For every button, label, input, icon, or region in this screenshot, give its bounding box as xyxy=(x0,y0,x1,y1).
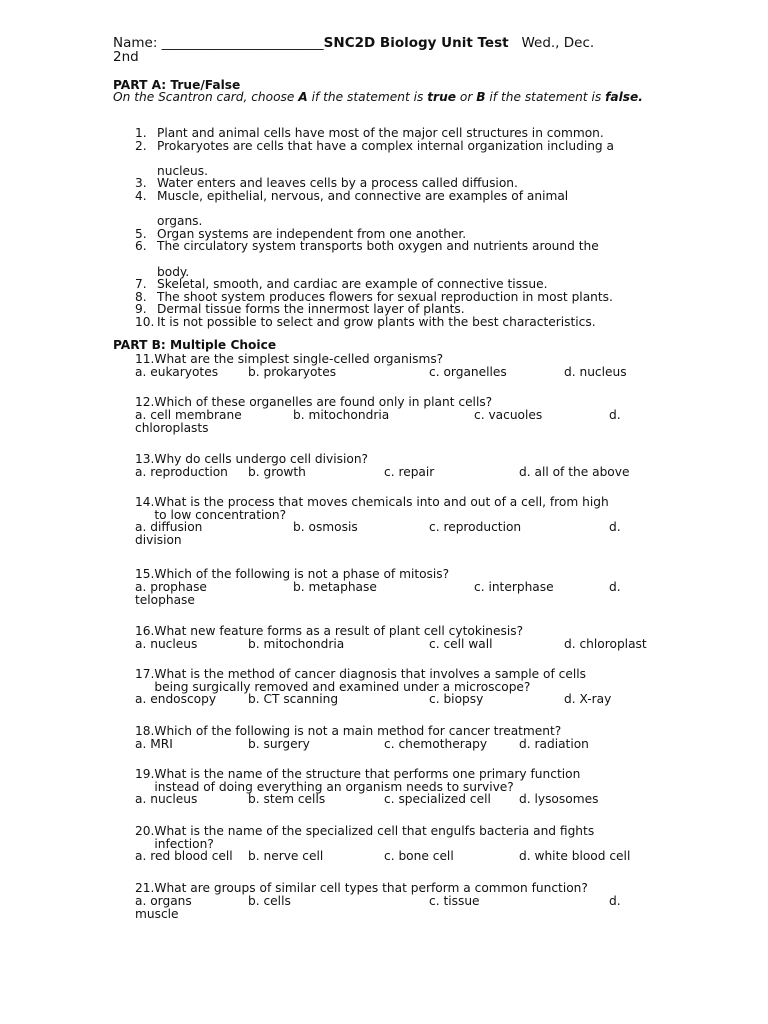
answer-options xyxy=(135,738,665,751)
question-text-cont: being surgically removed and examined under a microscope? xyxy=(154,679,531,694)
option-c: c. bone cell xyxy=(384,849,454,864)
question-text: 15. Which of the following is not a phase of mitosis? xyxy=(135,567,450,581)
option-a: a. nucleus xyxy=(135,636,198,651)
option-a: a. reproduction xyxy=(135,464,228,479)
option-d: d. lysosomes xyxy=(519,792,599,807)
option-c: c. tissue xyxy=(429,893,480,908)
answer-options xyxy=(135,520,665,548)
option-d-cont: telophase xyxy=(135,592,195,607)
question-text: 21. What are groups of similar cell types that perform a common function? xyxy=(135,881,588,895)
question-text: 12. Which of these organelles are found only in plant cells? xyxy=(135,395,493,409)
list-item: 1. Plant and animal cells have most of the major cell structures in common. xyxy=(135,126,604,140)
option-a: a. red blood cell xyxy=(135,849,233,864)
question-13 xyxy=(135,453,665,479)
option-d-cont: division xyxy=(135,533,182,548)
option-b: b. CT scanning xyxy=(248,692,339,707)
part-b-heading: PART B: Multiple Choice xyxy=(113,338,277,352)
list-item-cont: nucleus. xyxy=(157,163,208,178)
answer-options xyxy=(135,638,665,651)
option-c: c. repair xyxy=(384,464,435,479)
option-b: b. prokaryotes xyxy=(248,364,337,379)
question-20 xyxy=(135,825,665,863)
question-17 xyxy=(135,668,665,706)
question-12 xyxy=(135,395,665,435)
list-item: 6. The circulatory system transports both oxygen and nutrients around the xyxy=(135,239,599,254)
option-b: b. stem cells xyxy=(248,792,326,807)
question-19 xyxy=(135,768,665,806)
test-date-cont: 2nd xyxy=(113,49,139,65)
list-item: 5. Organ systems are independent from one another. xyxy=(135,226,467,241)
question-text-cont: infection? xyxy=(154,836,214,851)
option-a: a. cell membrane xyxy=(135,407,242,422)
option-c: c. vacuoles xyxy=(474,407,543,422)
answer-options xyxy=(135,466,665,479)
option-c: c. cell wall xyxy=(429,636,493,651)
answer-options xyxy=(135,793,665,806)
option-d: d. chloroplast xyxy=(564,636,647,651)
list-item-cont: body. xyxy=(157,264,190,279)
list-item: 2. Prokaryotes are cells that have a complex internal organization including a xyxy=(135,138,615,153)
option-d: d. xyxy=(609,579,621,594)
test-title: SNC2D Biology Unit Test xyxy=(323,35,509,51)
list-item: 8. The shoot system produces flowers for sexual reproduction in most plants. xyxy=(135,289,613,304)
question-text: 14. What is the process that moves chemicals into and out of a cell, from high xyxy=(135,495,609,509)
option-b: b. cells xyxy=(248,893,291,908)
answer-options xyxy=(135,579,665,607)
question-15 xyxy=(135,567,665,607)
option-c: c. biopsy xyxy=(429,692,484,707)
answer-options xyxy=(135,893,665,921)
list-item: 10. It is not possible to select and grow plants with the best characteristics. xyxy=(135,314,596,329)
list-item: 9. Dermal tissue forms the innermost layer of plants. xyxy=(135,302,465,317)
option-a: a. diffusion xyxy=(135,520,203,535)
option-a: a. prophase xyxy=(135,579,207,594)
option-d: d. nucleus xyxy=(564,364,627,379)
answer-options xyxy=(135,850,665,863)
question-text: 13. Why do cells undergo cell division? xyxy=(135,452,369,466)
question-11 xyxy=(135,353,665,379)
option-c: c. chemotherapy xyxy=(384,736,488,751)
question-text: 18. Which of the following is not a main method for cancer treatment? xyxy=(135,724,562,738)
option-d-cont: chloroplasts xyxy=(135,420,209,435)
list-item-cont: organs. xyxy=(157,214,203,229)
question-16 xyxy=(135,625,665,651)
option-d-cont: muscle xyxy=(135,906,179,921)
option-a: a. nucleus xyxy=(135,792,198,807)
list-item: 4. Muscle, epithelial, nervous, and connective are examples of animal xyxy=(135,188,569,203)
option-b: b. osmosis xyxy=(293,520,358,535)
option-a: a. MRI xyxy=(135,736,173,751)
question-text: 19. What is the name of the structure that performs one primary function xyxy=(135,767,581,781)
option-d: d. white blood cell xyxy=(519,849,631,864)
option-d: d. xyxy=(609,407,621,422)
question-text-cont: to low concentration? xyxy=(154,507,287,522)
part-a-heading: PART A: True/False xyxy=(113,78,241,92)
question-18 xyxy=(135,725,665,751)
option-a: a. organs xyxy=(135,893,192,908)
question-text-cont: instead of doing everything an organism needs to survive? xyxy=(154,779,514,794)
option-d: d. radiation xyxy=(519,736,589,751)
question-text: 11. What are the simplest single-celled organisms? xyxy=(135,352,444,366)
test-date: Wed., Dec. xyxy=(521,35,595,51)
list-item: 7. Skeletal, smooth, and cardiac are example of connective tissue. xyxy=(135,277,548,292)
option-d: d. xyxy=(609,893,621,908)
option-b: b. surgery xyxy=(248,736,310,751)
header xyxy=(113,36,673,64)
list-item: 3. Water enters and leaves cells by a process called diffusion. xyxy=(135,176,518,191)
option-c: c. organelles xyxy=(429,364,507,379)
question-text: 16. What new feature forms as a result of plant cell cytokinesis? xyxy=(135,624,524,638)
part-a-instructions: On the Scantron card, choose A if the statement is true or B if the statement is false. xyxy=(113,90,643,104)
option-c: c. reproduction xyxy=(429,520,522,535)
question-text: 20. What is the name of the specialized cell that engulfs bacteria and fights xyxy=(135,824,595,838)
option-d: d. xyxy=(609,520,621,535)
option-b: b. metaphase xyxy=(293,579,377,594)
name-label: Name: ________________________ xyxy=(113,35,324,51)
option-b: b. nerve cell xyxy=(248,849,324,864)
answer-options xyxy=(135,693,665,706)
question-text: 17. What is the method of cancer diagnosis that involves a sample of cells xyxy=(135,667,586,681)
option-c: c. specialized cell xyxy=(384,792,491,807)
option-d: d. all of the above xyxy=(519,464,630,479)
option-a: a. eukaryotes xyxy=(135,364,219,379)
option-d: d. X-ray xyxy=(564,692,612,707)
answer-options xyxy=(135,366,665,379)
question-21 xyxy=(135,881,665,921)
true-false-list xyxy=(135,127,665,329)
option-b: b. growth xyxy=(248,464,306,479)
answer-options xyxy=(135,407,665,435)
option-c: c. interphase xyxy=(474,579,554,594)
option-b: b. mitochondria xyxy=(248,636,345,651)
question-14 xyxy=(135,495,665,548)
option-b: b. mitochondria xyxy=(293,407,390,422)
option-a: a. endoscopy xyxy=(135,692,217,707)
